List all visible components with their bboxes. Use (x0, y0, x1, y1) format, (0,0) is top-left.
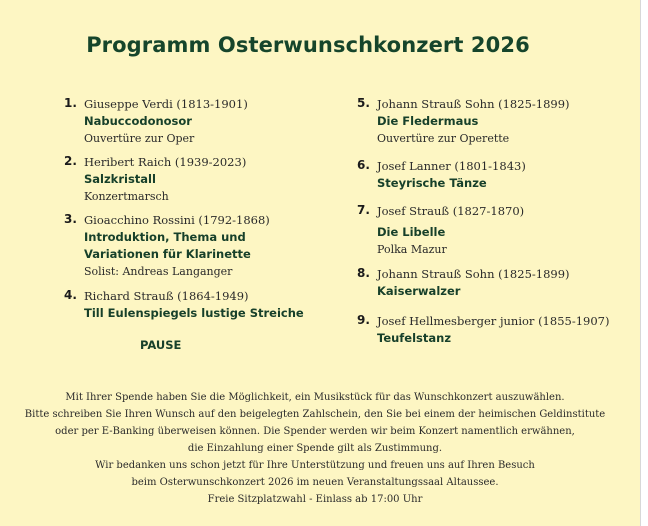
item-number: 4. (64, 288, 77, 302)
footer-line: Mit Ihrer Spende haben Sie die Möglichkeit, ein Musikstück für das Wunschkonzert auszuwählen. (65, 392, 565, 403)
composer: Richard Strauß (1864-1949) (84, 289, 249, 303)
program-item-4 (64, 288, 304, 322)
work-title: Till Eulenspiegels lustige Streiche (84, 306, 304, 320)
item-number: 7. (357, 203, 370, 217)
donation-info (0, 389, 630, 508)
work-title: Teufelstanz (377, 331, 452, 345)
item-number: 8. (357, 266, 370, 280)
program-item-1 (64, 96, 248, 147)
program-item-7 (357, 203, 524, 258)
composer: Johann Strauß Sohn (1825-1899) (377, 267, 570, 281)
work-title-continued: Variationen für Klarinette (84, 247, 251, 261)
composer: Giuseppe Verdi (1813-1901) (84, 97, 248, 111)
composer: Josef Strauß (1827-1870) (377, 204, 525, 218)
program-item-9 (357, 313, 609, 347)
work-title: Die Libelle (377, 225, 446, 239)
composer: Josef Lanner (1801-1843) (377, 159, 526, 173)
footer-line: oder per E-Banking überweisen können. Die Spender werden wir beim Konzert namentlich erwähnen, (55, 426, 575, 437)
composer: Heribert Raich (1939-2023) (84, 155, 247, 169)
item-number: 2. (64, 154, 77, 168)
footer-line: Freie Sitzplatzwahl - Einlass ab 17:00 Uhr (207, 494, 423, 505)
work-subtitle: Konzertmarsch (84, 190, 169, 203)
item-number: 6. (357, 158, 370, 172)
work-subtitle: Ouvertüre zur Operette (377, 132, 510, 145)
work-title: Nabuccodonosor (84, 114, 192, 128)
item-number: 1. (64, 96, 77, 110)
composer: Josef Hellmesberger junior (1855-1907) (377, 314, 610, 328)
work-subtitle: Solist: Andreas Langanger (84, 265, 233, 278)
composer: Gioacchino Rossini (1792-1868) (84, 213, 270, 227)
work-title: Salzkristall (84, 172, 156, 186)
program-item-8 (357, 266, 570, 300)
program-item-2 (64, 154, 246, 205)
footer-line: beim Osterwunschkonzert 2026 im neuen Veranstaltungssaal Altaussee. (131, 477, 499, 488)
composer: Johann Strauß Sohn (1825-1899) (377, 97, 570, 111)
footer-line: Bitte schreiben Sie Ihren Wunsch auf den beigelegten Zahlschein, den Sie bei einem der heimischen Geldinstitute (24, 409, 606, 420)
footer-line: die Einzahlung einer Spende gilt als Zustimmung. (187, 443, 443, 454)
work-title: Die Fledermaus (377, 114, 479, 128)
page-title: Programm Osterwunschkonzert 2026 (86, 33, 530, 57)
program-item-6 (357, 158, 526, 192)
work-subtitle: Ouvertüre zur Oper (84, 132, 195, 145)
pause-label: PAUSE (140, 338, 182, 352)
work-title: Kaiserwalzer (377, 284, 461, 298)
footer-line: Wir bedanken uns schon jetzt für Ihre Unterstützung und freuen uns auf Ihren Besuch (95, 460, 535, 471)
work-subtitle: Polka Mazur (377, 243, 447, 256)
program-item-3 (64, 212, 270, 280)
item-number: 3. (64, 212, 77, 226)
program-item-5 (357, 96, 570, 147)
work-title: Steyrische Tänze (377, 176, 487, 190)
work-title: Introduktion, Thema und (84, 230, 246, 244)
item-number: 9. (357, 313, 370, 327)
item-number: 5. (357, 96, 370, 110)
